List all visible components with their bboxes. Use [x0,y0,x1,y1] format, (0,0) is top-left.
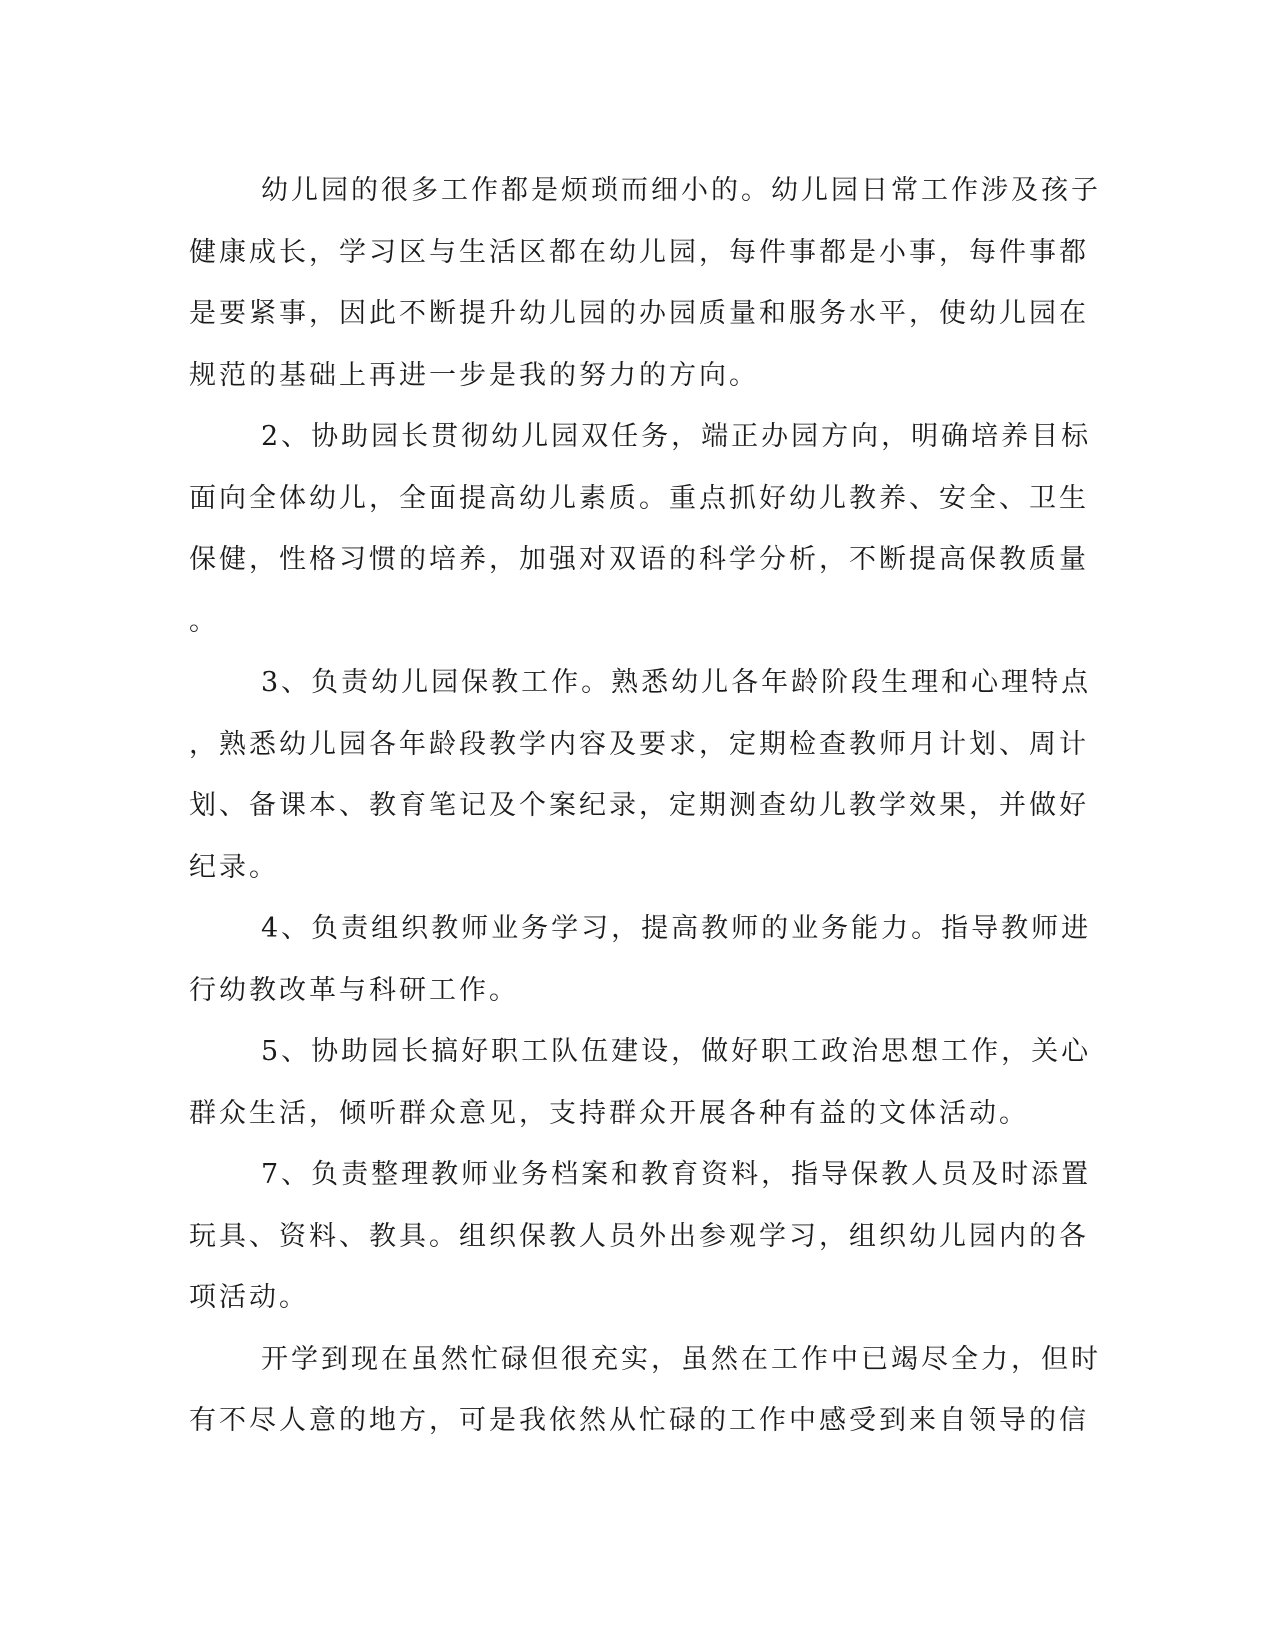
text-line: 3、负责幼儿园保教工作。熟悉幼儿各年龄阶段生理和心理特点 [261,667,1092,698]
text-line: 开学到现在虽然忙碌但很充实，虽然在工作中已竭尽全力，但时 [261,1343,1101,1375]
text-line: 规范的基础上再进一步是我的努力的方向。 [189,359,759,391]
text-line: ，熟悉幼儿园各年龄段教学内容及要求，定期检查教师月计划、周计 [189,728,1089,760]
text-line: 健康成长，学习区与生活区都在幼儿园，每件事都是小事，每件事都 [189,236,1089,268]
paragraph-intro [189,160,1101,406]
text-line: 4、负责组织教师业务学习，提高教师的业务能力。指导教师进 [261,913,1092,944]
paragraph-item-3 [189,652,1092,898]
text-line: 7、负责整理教师业务档案和教育资料，指导保教人员及时添置 [261,1159,1092,1190]
text-line: 有不尽人意的地方，可是我依然从忙碌的工作中感受到来自领导的信 [189,1405,1089,1436]
document-body [189,160,1101,1452]
text-line: 玩具、资料、教具。组织保教人员外出参观学习，组织幼儿园内的各 [189,1220,1089,1252]
paragraph-item-2 [189,406,1092,652]
text-line: 2、协助园长贯彻幼儿园双任务，端正办园方向，明确培养目标 [261,421,1092,452]
paragraph-item-7 [189,1144,1092,1329]
paragraph-item-4 [189,898,1092,1021]
paragraph-closing [189,1329,1101,1452]
text-line: 划、备课本、教育笔记及个案纪录，定期测查幼儿教学效果，并做好 [189,790,1089,821]
text-line: 保健，性格习惯的培养，加强对双语的科学分析，不断提高保教质量 [189,544,1089,575]
paragraph-item-5 [189,1021,1092,1144]
text-line: 群众生活，倾听群众意见，支持群众开展各种有益的文体活动。 [189,1097,1029,1129]
text-line: 行幼教改革与科研工作。 [189,974,519,1006]
text-line: 幼儿园的很多工作都是烦琐而细小的。幼儿园日常工作涉及孩子 [261,175,1101,206]
text-line: 项活动。 [189,1282,309,1313]
text-line: 是要紧事，因此不断提升幼儿园的办园质量和服务水平，使幼儿园在 [189,298,1089,329]
text-line: 5、协助园长搞好职工队伍建设，做好职工政治思想工作，关心 [261,1036,1092,1067]
text-line: 纪录。 [189,851,279,883]
text-line: 。 [189,605,219,637]
text-line: 面向全体幼儿，全面提高幼儿素质。重点抓好幼儿教养、安全、卫生 [189,482,1089,514]
